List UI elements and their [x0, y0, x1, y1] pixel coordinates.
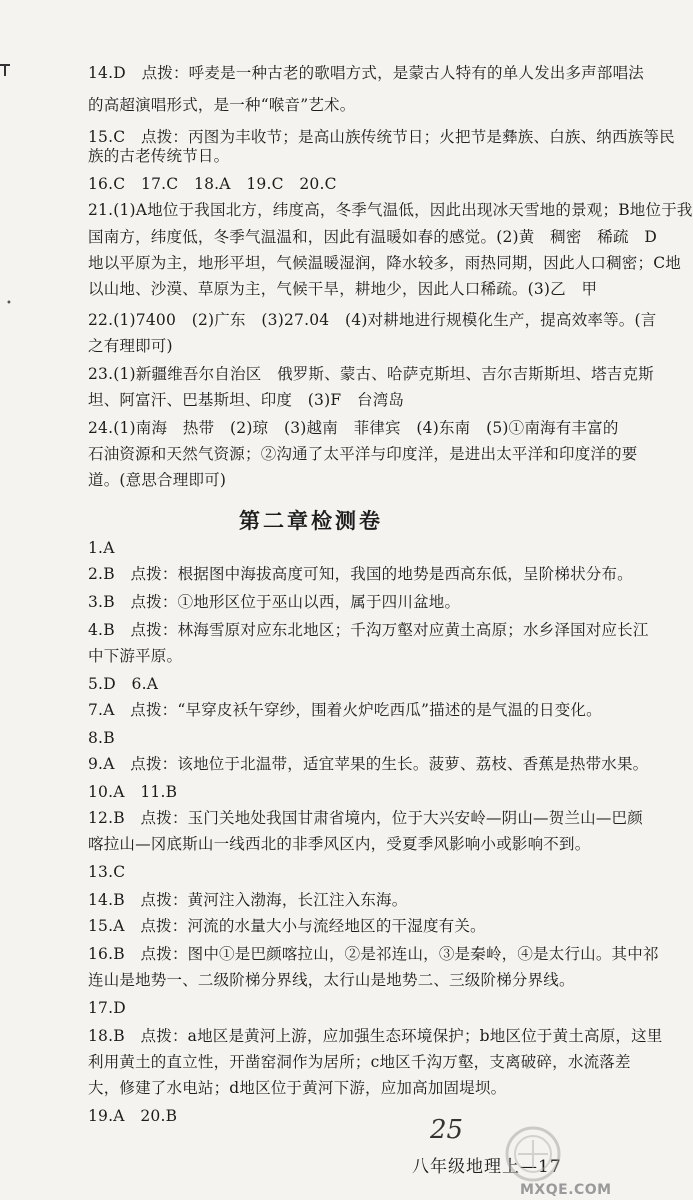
margin-dot: •	[6, 298, 12, 309]
answer-line: 13.C	[88, 863, 126, 881]
answer-line: 14.B 点拨：黄河注入渤海，长江注入东海。	[88, 891, 408, 909]
answer-line: 的高超演唱形式，是一种“喉音”艺术。	[88, 96, 356, 114]
answer-line: 大，修建了水电站；d地区位于黄河下游，应加高加固堤坝。	[88, 1079, 507, 1097]
answer-line: 2.B 点拨：根据图中海拔高度可知，我国的地势是西高东低，呈阶梯状分布。	[88, 565, 633, 583]
answer-line: 地以平原为主，地形平坦，气候温暖湿润，降水较多，雨热同期，因此人口稠密；C地	[88, 254, 681, 272]
answer-line: 18.B 点拨：a地区是黄河上游，应加强生态环境保护；b地区位于黄土高原，这里	[88, 1027, 663, 1045]
answer-line: 4.B 点拨：林海雪原对应东北地区；千沟万壑对应黄土高原；水乡泽国对应长江	[88, 621, 649, 639]
answer-line: 8.B	[88, 729, 115, 747]
answer-line: 23.(1)新疆维吾尔自治区 俄罗斯、蒙古、哈萨克斯坦、吉尔吉斯斯坦、塔吉克斯	[88, 365, 654, 383]
answer-line: 16.B 点拨：图中①是巴颜喀拉山，②是祁连山，③是秦岭，④是太行山。其中祁	[88, 945, 659, 963]
answer-line: 利用黄土的直立性，开凿窑洞作为居所；c地区千沟万壑，支离破碎，水流落差	[88, 1053, 631, 1071]
answer-line: 21.(1)A地位于我国北方，纬度高，冬季气温低，因此出现冰天雪地的景观；B地位于我	[88, 201, 693, 219]
answer-line: 24.(1)南海 热带 (2)琼 (3)越南 菲律宾 (4)东南 (5)①南海有丰富的	[88, 419, 619, 437]
answer-line: 1.A	[88, 539, 115, 557]
answer-line: 15.C 点拨：丙图为丰收节；是高山族传统节日；火把节是彝族、白族、纳西族等民	[88, 128, 675, 146]
answer-line: 连山是地势一、二级阶梯分界线，太行山是地势二、三级阶梯分界线。	[88, 971, 575, 989]
answer-line: 族的古老传统节日。	[88, 147, 230, 165]
answer-line: 14.D 点拨：呼麦是一种古老的歌唱方式，是蒙古人特有的单人发出多声部唱法	[88, 64, 644, 82]
answer-line: 中下游平原。	[88, 647, 183, 665]
handwritten-number: 25	[430, 1115, 464, 1145]
margin-mark	[0, 60, 14, 78]
answer-line: 石油资源和天然气资源；②沟通了太平洋与印度洋，是进出太平洋和印度洋的要	[88, 445, 638, 463]
answer-line: 15.A 点拨：河流的水量大小与流经地区的干湿度有关。	[88, 917, 486, 935]
answer-line: 17.D	[88, 999, 126, 1017]
answer-line: 7.A 点拨：“早穿皮袄午穿纱，围着火炉吃西瓜”描述的是气温的日变化。	[88, 701, 602, 719]
answer-line: 5.D 6.A	[88, 675, 159, 693]
answer-line: 19.A 20.B	[88, 1107, 178, 1125]
answer-line: 喀拉山—冈底斯山一线西北的非季风区内，受夏季风影响小或影响不到。	[88, 835, 591, 853]
answer-line: 道。(意思合理即可)	[88, 471, 227, 489]
page-footer: 八年级地理上—17	[412, 1157, 562, 1177]
answer-line: 22.(1)7400 (2)广东 (3)27.04 (4)对耕地进行规模化生产，提高效率等。(言	[88, 311, 657, 329]
answer-line: 坦、阿富汗、巴基斯坦、印度 (3)F 台湾岛	[88, 391, 405, 409]
answer-line: 之有理即可)	[88, 337, 173, 355]
answer-line: 以山地、沙漠、草原为主，气候干旱，耕地少，因此人口稀疏。(3)乙 甲	[88, 280, 598, 298]
answer-line: 12.B 点拨：玉门关地处我国甘肃省境内，位于大兴安岭—阴山—贺兰山—巴颜	[88, 809, 643, 827]
answer-line: 国南方，纬度低，冬季气温温和，因此有温暖如春的感觉。(2)黄 稠密 稀疏 D	[88, 228, 657, 246]
watermark-text: MXQE.COM	[520, 1182, 612, 1198]
answer-line: 9.A 点拨：该地位于北温带，适宜苹果的生长。菠萝、荔枝、香蕉是热带水果。	[88, 755, 649, 773]
answer-line: 10.A 11.B	[88, 783, 178, 801]
answer-line: 3.B 点拨：①地形区位于巫山以西，属于四川盆地。	[88, 593, 461, 611]
answer-line: 16.C 17.C 18.A 19.C 20.C	[88, 175, 337, 193]
chapter-title: 第二章检测卷	[239, 508, 383, 533]
